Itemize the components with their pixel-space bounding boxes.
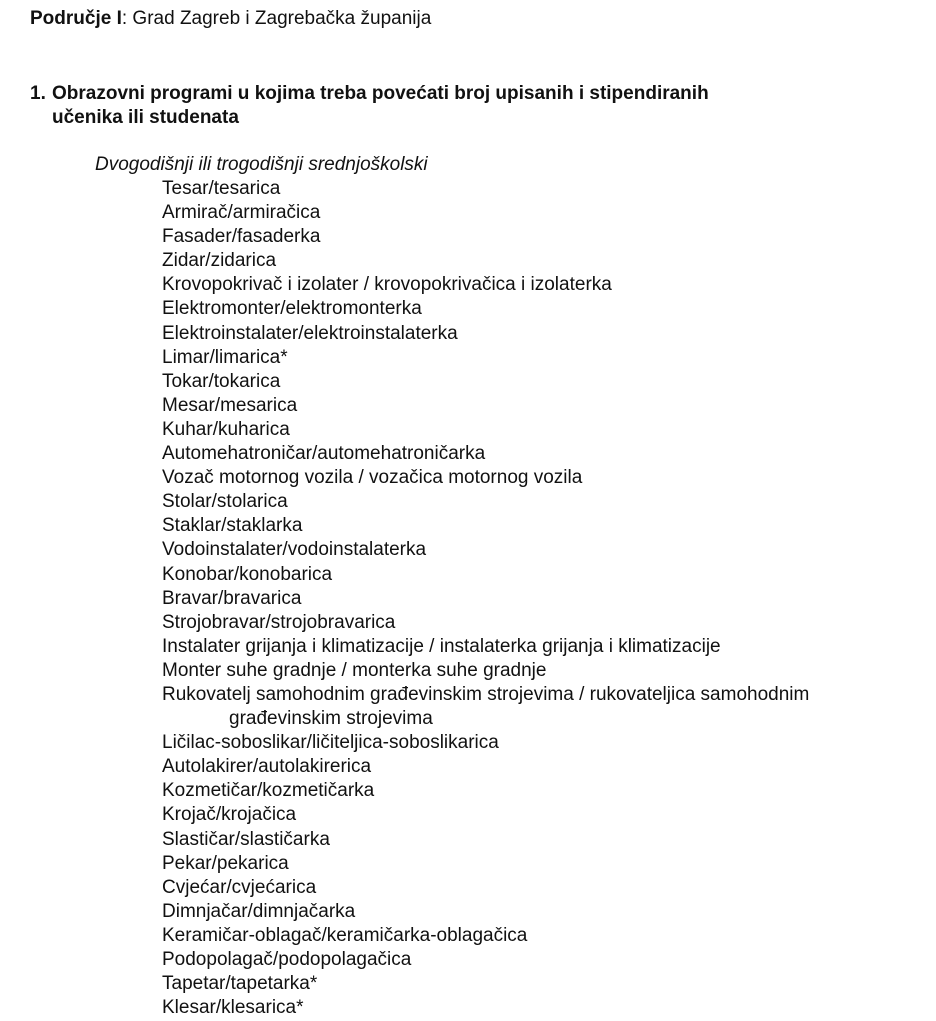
section-title-line1: Obrazovni programi u kojima treba povećati broj upisanih i stipendiranih — [52, 83, 709, 104]
section-heading — [30, 82, 810, 130]
area-label: Područje I — [30, 8, 122, 29]
program-item: Staklar/staklarka — [162, 515, 303, 537]
program-item: Strojobravar/strojobravarica — [162, 611, 396, 633]
program-item: Tokar/tokarica — [162, 370, 281, 392]
program-item: Mesar/mesarica — [162, 394, 298, 416]
program-item: Konobar/konobarica — [162, 563, 333, 585]
program-item: Instalater grijanja i klimatizacije / instalaterka grijanja i klimatizacije — [162, 635, 721, 657]
program-item: Stolar/stolarica — [162, 491, 288, 513]
program-item: Elektroinstalater/elektroinstalaterka — [162, 322, 458, 344]
program-item: Pekar/pekarica — [162, 852, 289, 874]
program-item: Vozač motornog vozila / vozačica motornog vozila — [162, 467, 583, 489]
program-item: Elektromonter/elektromonterka — [162, 298, 422, 320]
program-item: Cvjećar/cvjećarica — [162, 876, 317, 898]
section-number: 1. — [30, 83, 46, 104]
section-title-line2: učenika ili studenata — [52, 107, 239, 128]
program-item: Bravar/bravarica — [162, 587, 302, 609]
program-item: Armirač/armiračica — [162, 202, 321, 224]
program-item: Podopolagač/podopolagačica — [162, 949, 412, 970]
program-item: Krojač/krojačica — [162, 804, 297, 826]
program-item: Krovopokrivač i izolater / krovopokrivačica i izolaterka — [162, 274, 612, 296]
program-item: Dimnjačar/dimnjačarka — [162, 900, 356, 922]
area-colon: : — [121, 8, 128, 29]
area-name: Grad Zagreb i Zagrebačka županija — [127, 8, 432, 29]
program-item: Zidar/zidarica — [162, 250, 277, 272]
program-item-continuation: građevinskim strojevima — [229, 708, 433, 730]
program-item: Autolakirer/autolakirerica — [162, 756, 372, 778]
program-item: Tapetar/tapetarka* — [162, 973, 318, 995]
program-item-text: Rukovatelj samohodnim građevinskim strojevima / rukovateljica samohodnim — [162, 683, 810, 705]
program-item: Vodoinstalater/vodoinstalaterka — [162, 539, 427, 561]
program-item: Limar/limarica* — [162, 346, 288, 368]
program-item: Kozmetičar/kozmetičarka — [162, 780, 375, 802]
subsection-title: Dvogodišnji ili trogodišnji srednjoškolski — [95, 154, 428, 175]
program-item: Slastičar/slastičarka — [162, 828, 330, 850]
program-item: Tesar/tesarica — [162, 178, 281, 199]
area-heading — [30, 7, 431, 31]
program-item: Monter suhe gradnje / monterka suhe gradnje — [162, 659, 547, 681]
program-item: Fasader/fasaderka — [162, 226, 321, 248]
program-item: Kuhar/kuharica — [162, 418, 290, 440]
program-item: Ličilac-soboslikar/ličiteljica-soboslikarica — [162, 732, 499, 754]
program-list — [162, 177, 892, 1020]
program-item-multiline — [162, 683, 892, 731]
program-item: Klesar/klesarica* — [162, 997, 304, 1019]
program-item: Keramičar-oblagač/keramičarka-oblagačica — [162, 924, 528, 946]
program-item: Automehatroničar/automehatroničarka — [162, 443, 486, 465]
